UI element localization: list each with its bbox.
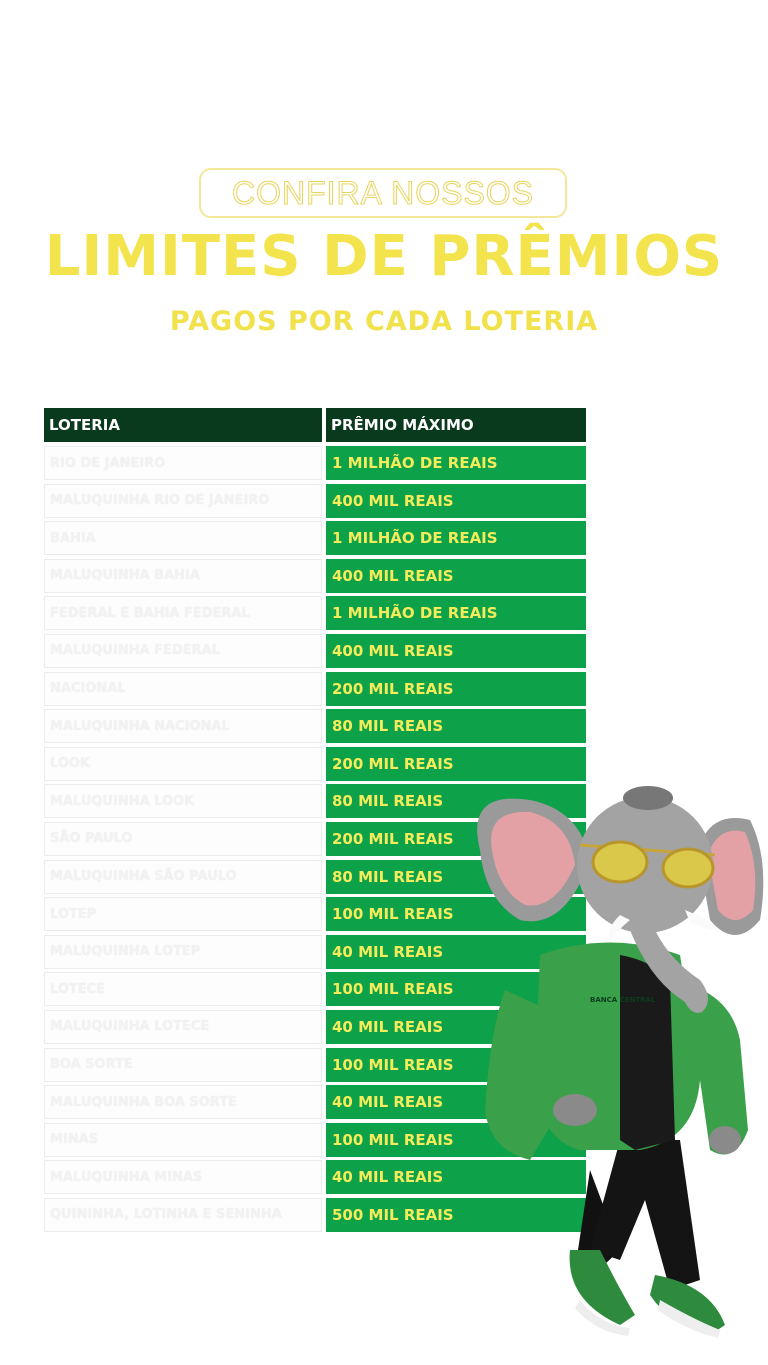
lottery-name: LOOK xyxy=(44,747,322,781)
table-row xyxy=(44,672,586,706)
max-prize-value: 40 MIL REAIS xyxy=(326,1010,586,1044)
max-prize-value: 1 MILHÃO DE REAIS xyxy=(326,521,586,555)
max-prize-value: 100 MIL REAIS xyxy=(326,1048,586,1082)
max-prize-value: 200 MIL REAIS xyxy=(326,822,586,856)
header-lottery: LOTERIA xyxy=(44,408,322,442)
max-prize-value: 40 MIL REAIS xyxy=(326,1160,586,1194)
lottery-name: MALUQUINHA FEDERAL xyxy=(44,634,322,668)
lottery-name: MALUQUINHA NACIONAL xyxy=(44,709,322,743)
lottery-name: LOTEP xyxy=(44,897,322,931)
table-row xyxy=(44,747,586,781)
header-max-prize: PRÊMIO MÁXIMO xyxy=(326,408,586,442)
elephant-mascot xyxy=(470,780,768,1350)
lottery-name: SÃO PAULO xyxy=(44,822,322,856)
max-prize-value: 200 MIL REAIS xyxy=(326,672,586,706)
page-subtitle: PAGOS POR CADA LOTERIA xyxy=(169,306,599,337)
page-title: LIMITES DE PRÊMIOS xyxy=(44,224,724,289)
max-prize-value: 500 MIL REAIS xyxy=(326,1198,586,1232)
lottery-name: MALUQUINHA SÃO PAULO xyxy=(44,860,322,894)
lottery-name: LOTECE xyxy=(44,972,322,1006)
lottery-name: MALUQUINHA LOTECE xyxy=(44,1010,322,1044)
lottery-name: QUININHA, LOTINHA E SENINHA xyxy=(44,1198,322,1232)
max-prize-value: 80 MIL REAIS xyxy=(326,860,586,894)
table-row xyxy=(44,484,586,518)
lottery-name: MALUQUINHA LOTEP xyxy=(44,935,322,969)
max-prize-value: 100 MIL REAIS xyxy=(326,1123,586,1157)
max-prize-value: 40 MIL REAIS xyxy=(326,1085,586,1119)
max-prize-value: 40 MIL REAIS xyxy=(326,935,586,969)
table-row xyxy=(44,634,586,668)
table-row xyxy=(44,559,586,593)
max-prize-value: 1 MILHÃO DE REAIS xyxy=(326,446,586,480)
table-row xyxy=(44,446,586,480)
table-row xyxy=(44,709,586,743)
max-prize-value: 400 MIL REAIS xyxy=(326,484,586,518)
lottery-name: NACIONAL xyxy=(44,672,322,706)
lottery-name: MALUQUINHA RIO DE JANEIRO xyxy=(44,484,322,518)
max-prize-value: 100 MIL REAIS xyxy=(326,897,586,931)
max-prize-value: 200 MIL REAIS xyxy=(326,747,586,781)
max-prize-value: 1 MILHÃO DE REAIS xyxy=(326,596,586,630)
table-row xyxy=(44,521,586,555)
lottery-name: FEDERAL E BAHIA FEDERAL xyxy=(44,596,322,630)
table-row xyxy=(44,596,586,630)
lottery-name: MALUQUINHA LOOK xyxy=(44,784,322,818)
intro-pill: CONFIRA NOSSOS xyxy=(199,168,567,218)
max-prize-value: 80 MIL REAIS xyxy=(326,709,586,743)
max-prize-value: 100 MIL REAIS xyxy=(326,972,586,1006)
lottery-name: MINAS xyxy=(44,1123,322,1157)
max-prize-value: 400 MIL REAIS xyxy=(326,634,586,668)
lottery-name: BAHIA xyxy=(44,521,322,555)
lottery-name: MALUQUINHA BAHIA xyxy=(44,559,322,593)
lottery-name: RIO DE JANEIRO xyxy=(44,446,322,480)
table-header xyxy=(44,408,586,442)
max-prize-value: 80 MIL REAIS xyxy=(326,784,586,818)
lottery-name: MALUQUINHA BOA SORTE xyxy=(44,1085,322,1119)
jacket-brand-text: BANCA CENTRAL xyxy=(590,996,656,1004)
lottery-name: MALUQUINHA MINAS xyxy=(44,1160,322,1194)
lottery-name: BOA SORTE xyxy=(44,1048,322,1082)
max-prize-value: 400 MIL REAIS xyxy=(326,559,586,593)
